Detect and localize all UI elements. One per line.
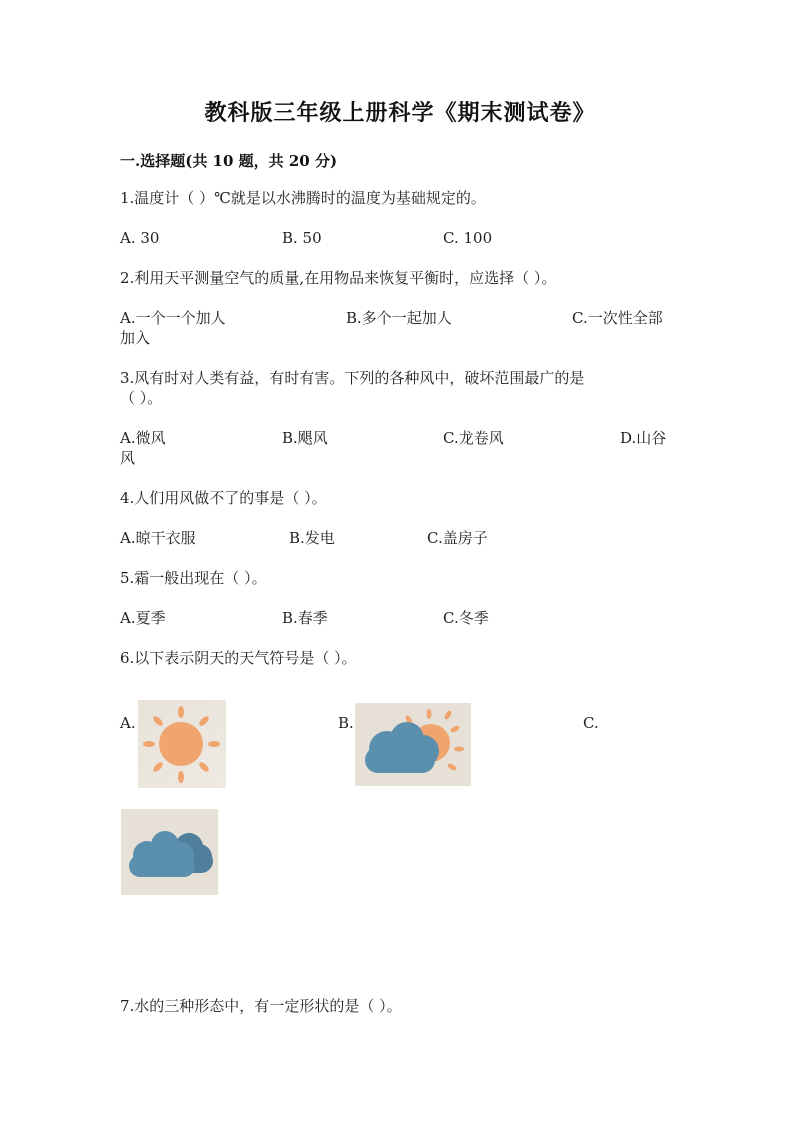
question-3: 3.风有时对人类有益，有时有害。下列的各种风中，破坏范围最广的是 [120, 369, 585, 387]
q6-option-b: B. [338, 714, 354, 732]
cloud-icon [121, 809, 218, 895]
q1-option-b: B. 50 [282, 229, 322, 247]
question-7: 7.水的三种形态中，有一定形状的是（ ）。 [120, 997, 402, 1015]
q1-option-c: C. 100 [443, 229, 493, 247]
question-3-line2: （ ）。 [120, 389, 163, 407]
q4-option-b: B.发电 [289, 529, 335, 547]
section-heading: 一.选择题(共 10 题，共 20 分) [120, 152, 338, 170]
q6-option-c: C. [583, 714, 599, 732]
q3-option-d: D.山谷 [620, 429, 667, 447]
cloud-symbol-image [121, 809, 218, 895]
question-4: 4.人们用风做不了的事是（ ）。 [120, 489, 327, 507]
cloud-sun-icon [355, 703, 471, 786]
q1-option-a: A. 30 [120, 229, 160, 247]
q3-option-b: B.飓风 [282, 429, 328, 447]
q3-option-a: A.微风 [120, 429, 166, 447]
sun-symbol-image [138, 700, 226, 788]
q2-option-a: A.一个一个加人 [120, 309, 226, 327]
question-6: 6.以下表示阴天的天气符号是（ ）。 [120, 649, 357, 667]
page-title: 教科版三年级上册科学《期末测试卷》 [204, 100, 596, 126]
q3-option-d-continued: 风 [120, 449, 136, 467]
cloud-with-sun-symbol-image [355, 703, 471, 786]
question-1: 1.温度计（ ）℃就是以水沸腾时的温度为基础规定的。 [120, 189, 486, 207]
q6-option-a: A. [120, 714, 136, 732]
q5-option-c: C.冬季 [443, 609, 489, 627]
q4-option-a: A.晾干衣服 [120, 529, 196, 547]
q2-option-c: C.一次性全部 [572, 309, 663, 327]
q2-option-b: B.多个一起加人 [346, 309, 452, 327]
sun-icon [138, 700, 226, 788]
question-2: 2.利用天平测量空气的质量,在用物品来恢复平衡时，应选择（ ）。 [120, 269, 557, 287]
question-5: 5.霜一般出现在（ ）。 [120, 569, 267, 587]
q2-option-c-continued: 加入 [120, 329, 151, 347]
q5-option-b: B.春季 [282, 609, 328, 627]
q4-option-c: C.盖房子 [427, 529, 488, 547]
q3-option-c: C.龙卷风 [443, 429, 504, 447]
q5-option-a: A.夏季 [120, 609, 166, 627]
